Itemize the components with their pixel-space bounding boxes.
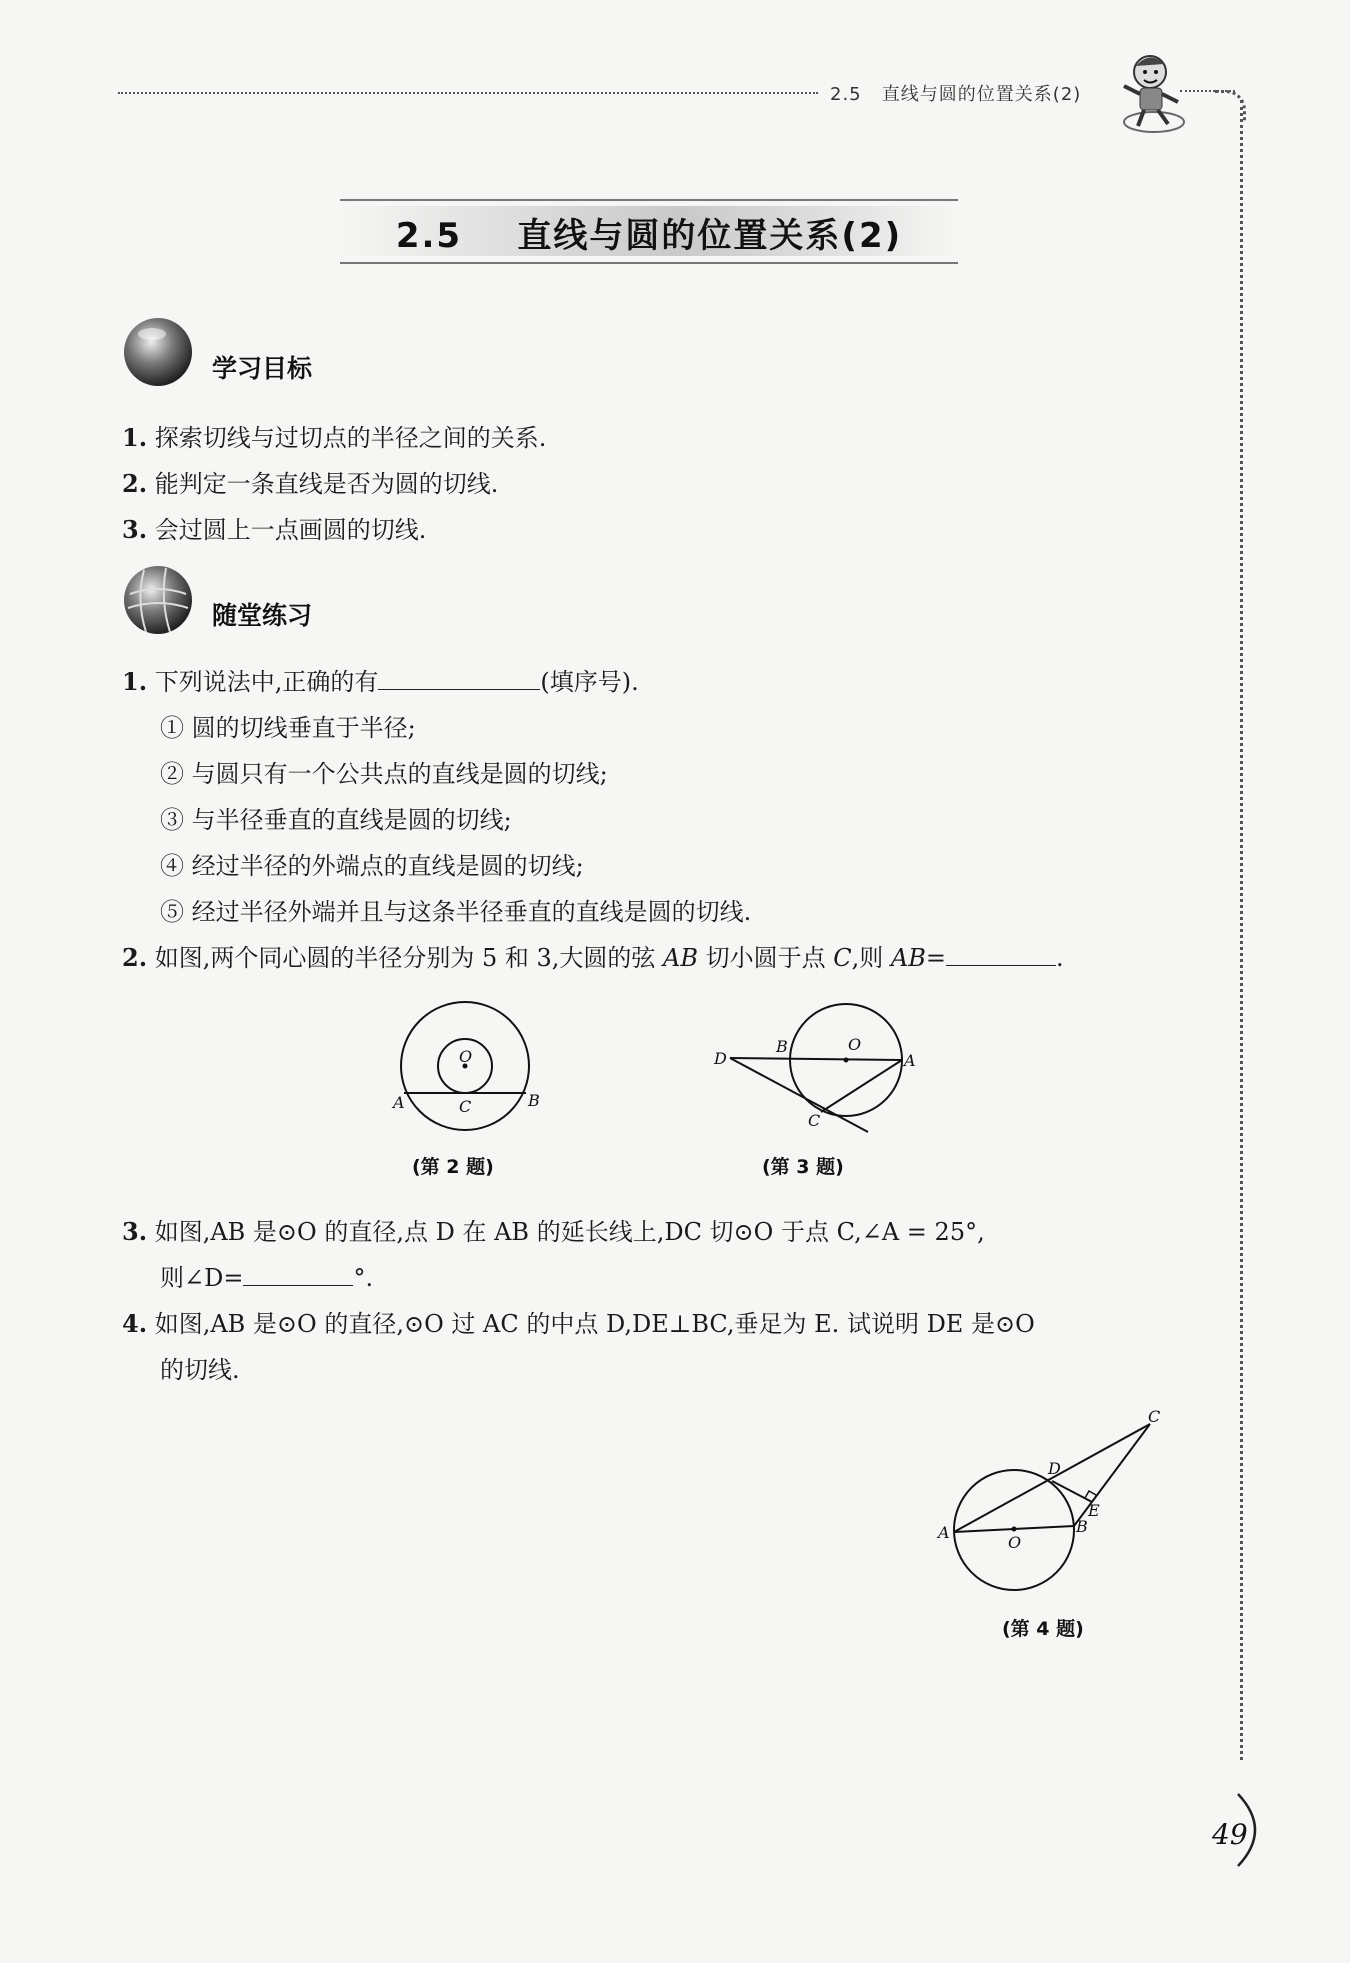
page-title <box>340 208 958 257</box>
figure-4-caption: (第 4 题) <box>1002 1618 1084 1640</box>
fig4-label-c: C <box>1148 1407 1161 1426</box>
option-item: ⑤ 经过半径外端并且与这条半径垂直的直线是圆的切线. <box>160 898 752 926</box>
page-title-text: 直线与圆的位置关系(2) <box>517 216 903 256</box>
option-item: ② 与圆只有一个公共点的直线是圆的切线; <box>160 760 608 788</box>
answer-blank <box>243 1263 353 1286</box>
figure-4-circle-triangle <box>930 1408 1170 1598</box>
option-item: ④ 经过半径的外端点的直线是圆的切线; <box>160 852 584 880</box>
fig4-label-d: D <box>1048 1459 1061 1478</box>
page-number: 49 <box>1212 1818 1248 1851</box>
fig3-label-b: B <box>776 1037 788 1056</box>
question-3: 3. 如图,AB 是⊙O 的直径,点 D 在 AB 的延长线上,DC 切⊙O 于点 C,∠A = 25°, <box>122 1217 985 1246</box>
question-2: 2. 如图,两个同心圆的半径分别为 5 和 3,大圆的弦 AB 切小圆于点 C,则 AB= . <box>122 943 1064 972</box>
fig4-label-o: O <box>1008 1533 1022 1552</box>
title-rule-top <box>340 199 958 201</box>
fig4-label-a: A <box>938 1523 950 1542</box>
goal-item: 1. 探索切线与过切点的半径之间的关系. <box>122 423 547 452</box>
question-4: 4. 如图,AB 是⊙O 的直径,⊙O 过 AC 的中点 D,DE⊥BC,垂足为 E. 试说明 DE 是⊙O <box>122 1309 1035 1338</box>
fig3-label-c: C <box>808 1111 821 1130</box>
figure-2-caption: (第 2 题) <box>412 1156 494 1178</box>
title-rule-bottom <box>340 262 958 264</box>
figure-2-concentric-circles <box>385 998 555 1148</box>
header-section-number: 2.5 <box>830 84 862 105</box>
fig2-label-o: O <box>459 1047 473 1066</box>
question-4-line-2: 的切线. <box>160 1356 240 1384</box>
fig3-label-a: A <box>904 1051 916 1070</box>
fig2-label-a: A <box>393 1093 405 1112</box>
grid-globe-icon <box>122 564 196 638</box>
running-header <box>830 80 1081 106</box>
mascot-icon <box>1112 50 1192 140</box>
answer-blank <box>946 943 1056 966</box>
page-title-number: 2.5 <box>395 216 463 256</box>
header-dotted-rule <box>118 92 818 94</box>
option-item: ① 圆的切线垂直于半径; <box>160 714 416 742</box>
fig2-label-b: B <box>528 1091 540 1110</box>
section-heading-goals: 学习目标 <box>212 354 313 383</box>
figure-3-tangent-diagram <box>708 998 916 1148</box>
goal-item: 2. 能判定一条直线是否为圆的切线. <box>122 469 499 498</box>
answer-blank <box>378 667 540 690</box>
question-1: 1. 下列说法中,正确的有 (填序号). <box>122 667 639 696</box>
question-3-line-2: 则∠D= °. <box>160 1264 374 1292</box>
page-border-dotted <box>1240 100 1243 1760</box>
fig4-label-b: B <box>1076 1517 1088 1536</box>
header-section-title: 直线与圆的位置关系(2) <box>881 84 1082 105</box>
fig3-label-o: O <box>848 1035 862 1054</box>
fig2-label-c: C <box>459 1097 472 1116</box>
section-heading-practice: 随堂练习 <box>212 601 313 630</box>
goal-item: 3. 会过圆上一点画圆的切线. <box>122 515 427 544</box>
figure-3-caption: (第 3 题) <box>762 1156 844 1178</box>
option-item: ③ 与半径垂直的直线是圆的切线; <box>160 806 512 834</box>
globe-icon <box>122 316 196 390</box>
fig3-label-d: D <box>714 1049 727 1068</box>
fig4-label-e: E <box>1088 1501 1100 1520</box>
